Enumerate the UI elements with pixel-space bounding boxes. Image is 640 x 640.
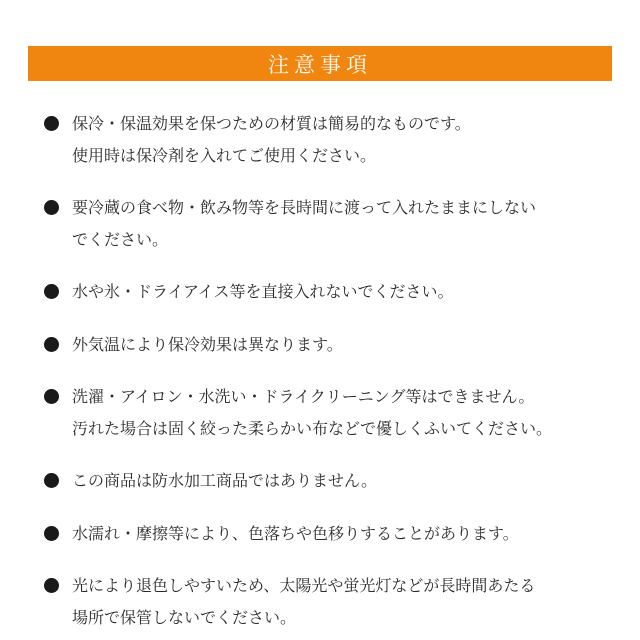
list-item bbox=[44, 518, 612, 550]
bullet-icon bbox=[44, 284, 59, 299]
bullet-icon bbox=[44, 389, 59, 404]
list-item bbox=[44, 465, 612, 497]
note-text: 水や氷・ドライアイス等を直接入れないでください。 bbox=[72, 282, 454, 301]
bullet-icon bbox=[44, 116, 59, 131]
list-item bbox=[44, 276, 612, 308]
note-text: 光により退色しやすいため、太陽光や蛍光灯などが長時間あたる 場所で保管しないでください。 bbox=[72, 576, 536, 627]
page-title: 注意事項 bbox=[268, 52, 372, 77]
list-item bbox=[44, 108, 612, 172]
bullet-icon bbox=[44, 526, 59, 541]
notes-list bbox=[44, 108, 612, 634]
bullet-icon bbox=[44, 200, 59, 215]
header-bar bbox=[28, 46, 612, 81]
note-text: 洗濯・アイロン・水洗い・ドライクリーニング等はできません。 汚れた場合は固く絞った柔らかい布などで優しくふいてください。 bbox=[72, 387, 553, 438]
note-text: この商品は防水加工商品ではありません。 bbox=[72, 471, 377, 490]
note-text: 保冷・保温効果を保つための材質は簡易的なものです。 使用時は保冷剤を入れてご使用ください。 bbox=[72, 114, 471, 165]
bullet-icon bbox=[44, 337, 59, 352]
bullet-icon bbox=[44, 473, 59, 488]
list-item bbox=[44, 192, 612, 256]
note-text: 水濡れ・摩擦等により、色落ちや色移りすることがあります。 bbox=[72, 524, 519, 543]
list-item bbox=[44, 381, 612, 445]
list-item bbox=[44, 570, 612, 634]
bullet-icon bbox=[44, 578, 59, 593]
note-text: 外気温により保冷効果は異なります。 bbox=[72, 335, 343, 354]
note-text: 要冷蔵の食べ物・飲み物等を長時間に渡って入れたままにしない でください。 bbox=[72, 198, 537, 249]
list-item bbox=[44, 329, 612, 361]
